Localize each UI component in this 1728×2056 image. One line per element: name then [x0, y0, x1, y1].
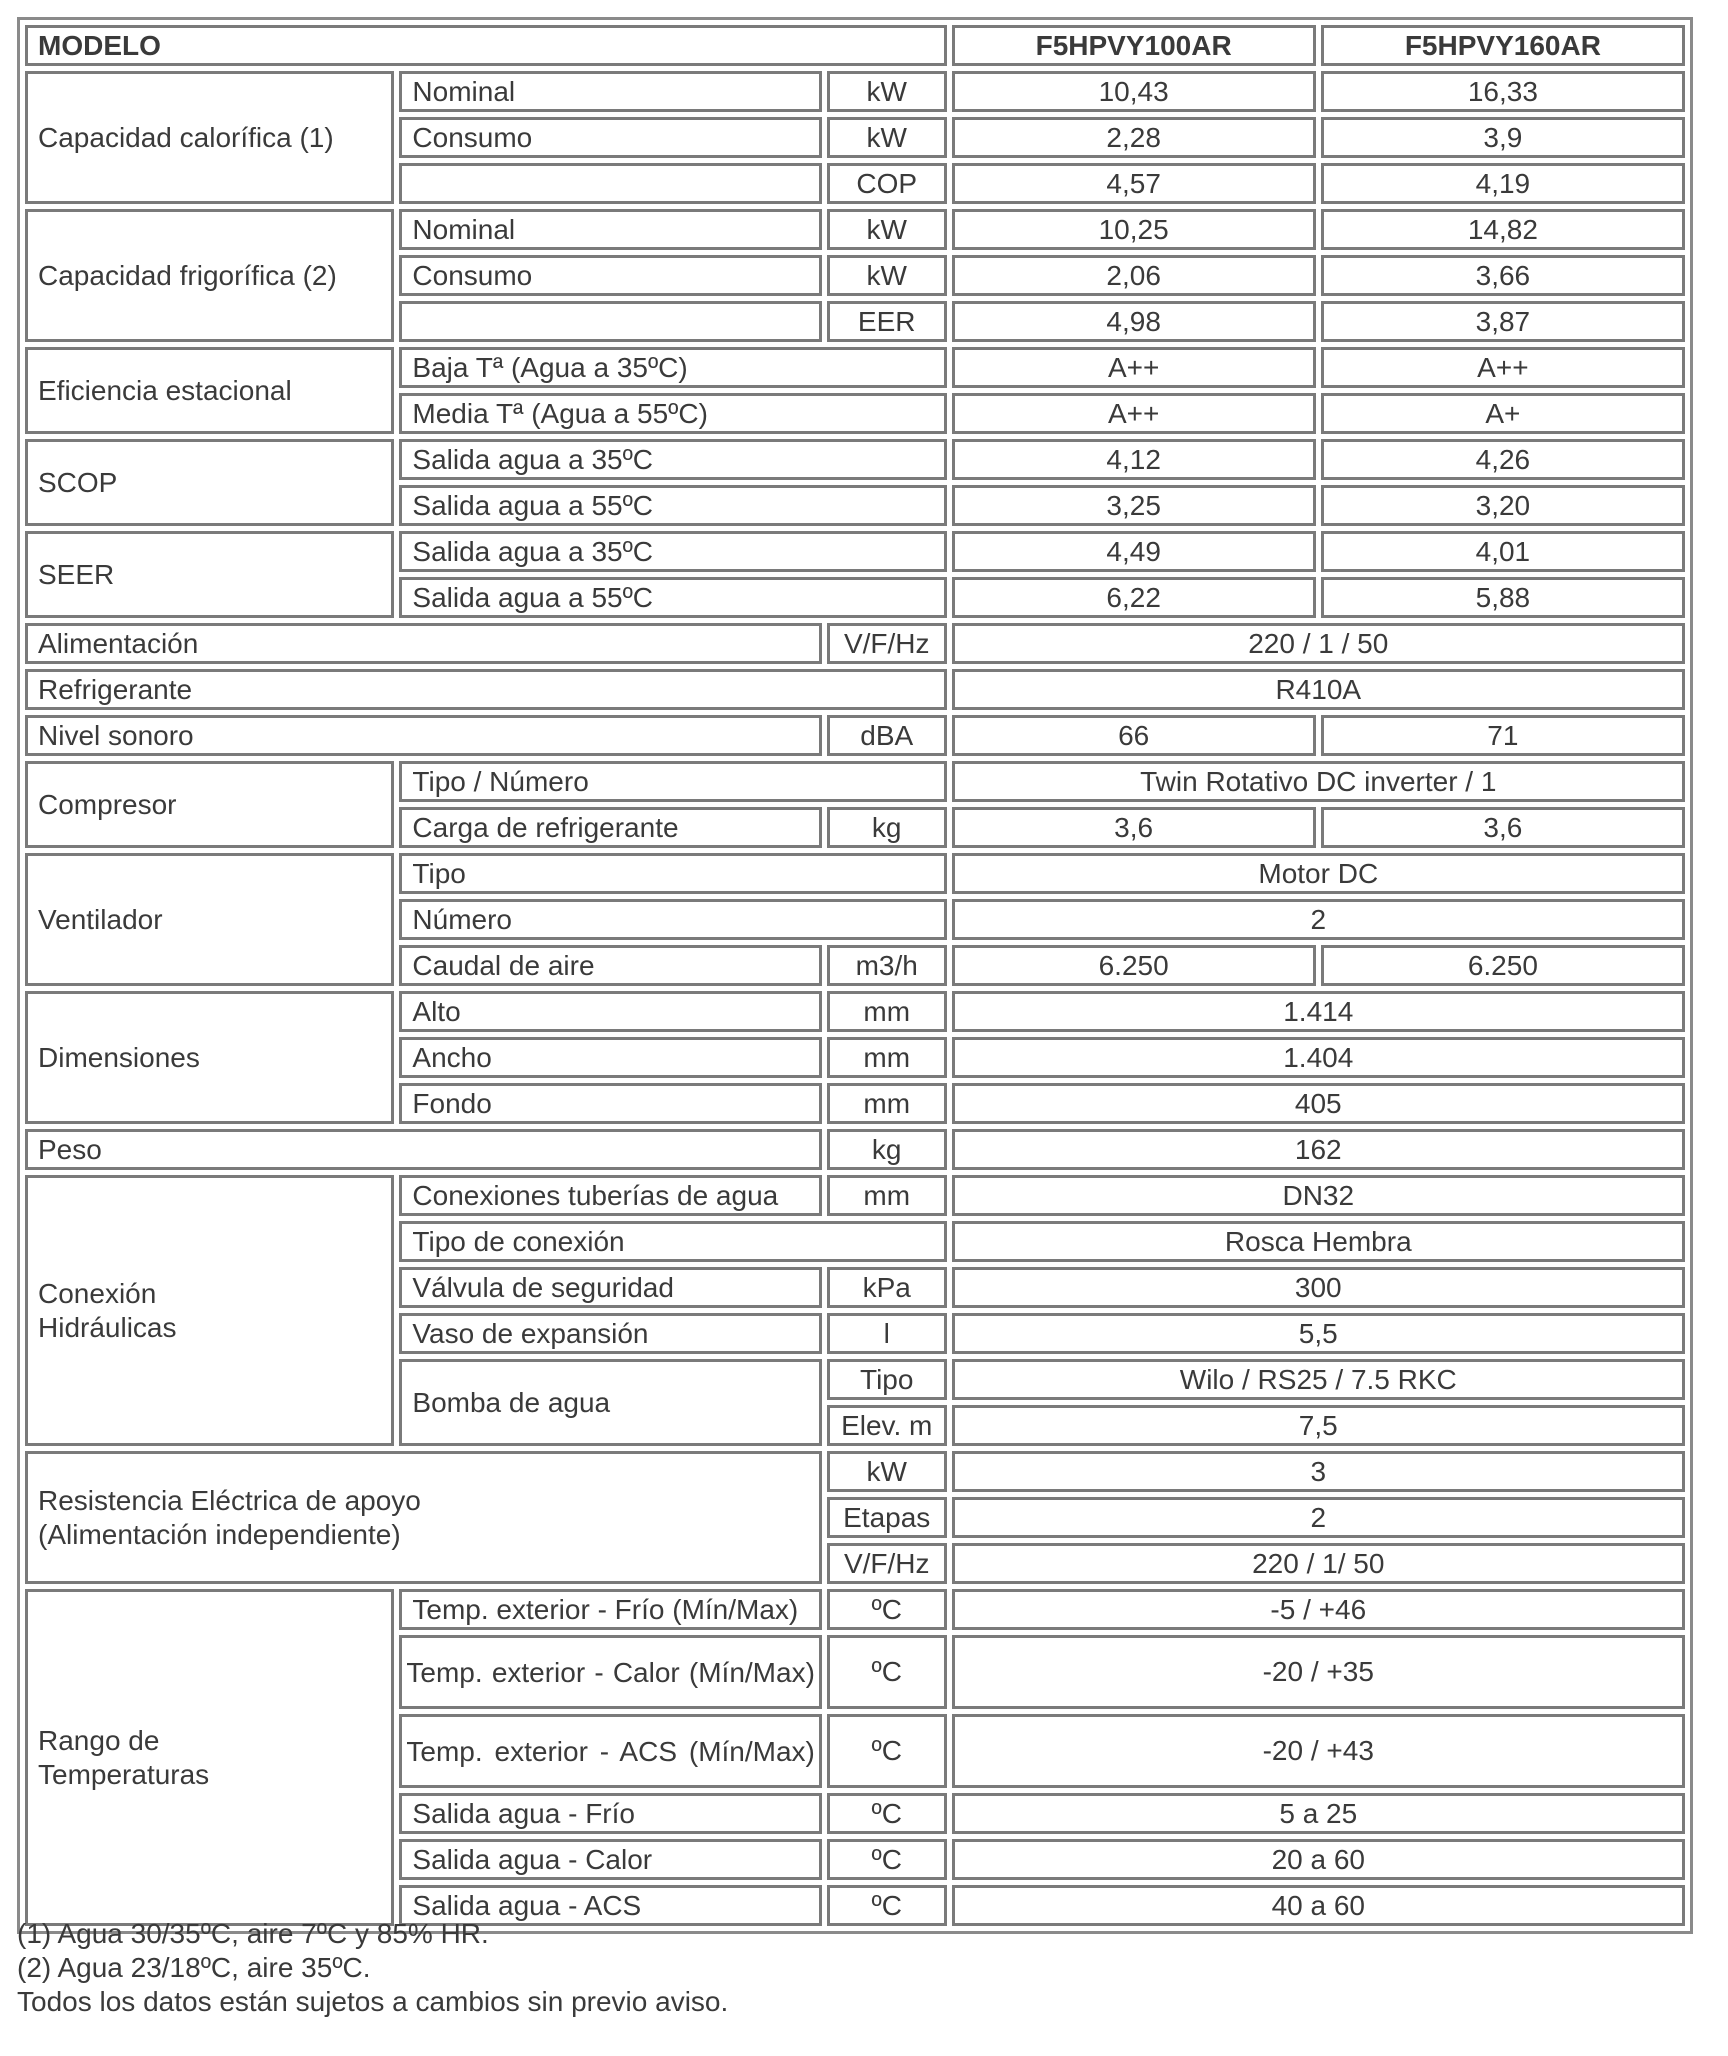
unit-cell: kPa [827, 1267, 947, 1308]
row-label: Baja Tª (Agua a 35ºC) [399, 347, 946, 388]
value-cell: 4,57 [952, 163, 1316, 204]
unit-cell: kg [827, 807, 947, 848]
row-label: Peso [25, 1129, 822, 1170]
model-2-header: F5HPVY160AR [1321, 25, 1685, 66]
value-cell: 6.250 [952, 945, 1316, 986]
row-label: Alto [399, 991, 821, 1032]
row-label: Temp. exterior - ACS (Mín/Max) [399, 1714, 821, 1788]
unit-cell: V/F/Hz [827, 1543, 947, 1584]
row-label: Conexiones tuberías de agua [399, 1175, 821, 1216]
value-cell: 4,49 [952, 531, 1316, 572]
unit-cell: ºC [827, 1635, 947, 1709]
group-label [25, 1451, 822, 1584]
disclaimer: Todos los datos están sujetos a cambios sin previo aviso. [17, 1986, 729, 2017]
unit-cell: kW [827, 209, 947, 250]
value-cell: A++ [952, 347, 1316, 388]
unit-cell: mm [827, 1175, 947, 1216]
group-label: SCOP [25, 439, 394, 526]
table-row [25, 715, 1685, 756]
value-cell: Rosca Hembra [952, 1221, 1685, 1262]
row-label: Nominal [399, 209, 821, 250]
unit-cell: Elev. m [827, 1405, 947, 1446]
group-label-line: Rango de [38, 1724, 160, 1756]
value-cell: 1.414 [952, 991, 1685, 1032]
value-cell: 3,6 [952, 807, 1316, 848]
footnote-1: (1) Agua 30/35ºC, aire 7ºC y 85% HR. [17, 1918, 489, 1949]
row-label: Salida agua a 35ºC [399, 439, 946, 480]
group-label [25, 1589, 394, 1926]
table-row [25, 439, 1685, 480]
footnote-2: (2) Agua 23/18ºC, aire 35ºC. [17, 1952, 371, 1983]
value-cell: 2,28 [952, 117, 1316, 158]
row-label: Ancho [399, 1037, 821, 1078]
row-label: Bomba de agua [399, 1359, 821, 1446]
unit-cell: V/F/Hz [827, 623, 947, 664]
unit-cell: Etapas [827, 1497, 947, 1538]
table-row [25, 1589, 1685, 1630]
row-label: Tipo de conexión [399, 1221, 946, 1262]
value-cell: 20 a 60 [952, 1839, 1685, 1880]
row-label: Nominal [399, 71, 821, 112]
value-cell: A++ [1321, 347, 1685, 388]
value-cell: A+ [1321, 393, 1685, 434]
unit-cell: ºC [827, 1839, 947, 1880]
header-row [25, 25, 1685, 66]
value-cell: 3,87 [1321, 301, 1685, 342]
unit-cell: mm [827, 991, 947, 1032]
value-cell: 2 [952, 899, 1685, 940]
group-label-line: Resistencia Eléctrica de apoyo [38, 1484, 421, 1516]
table-row [25, 71, 1685, 112]
value-cell: 6.250 [1321, 945, 1685, 986]
spec-table [17, 17, 1693, 1934]
row-label: Nivel sonoro [25, 715, 822, 756]
value-cell: 2,06 [952, 255, 1316, 296]
group-label: SEER [25, 531, 394, 618]
footnotes [17, 1917, 728, 2019]
row-label: Media Tª (Agua a 55ºC) [399, 393, 946, 434]
value-cell: 10,43 [952, 71, 1316, 112]
value-cell: -20 / +35 [952, 1635, 1685, 1709]
group-label-line: Temperaturas [38, 1758, 210, 1790]
row-label [399, 301, 821, 342]
value-cell: 66 [952, 715, 1316, 756]
row-label: Carga de refrigerante [399, 807, 821, 848]
value-cell: A++ [952, 393, 1316, 434]
table-row [25, 669, 1685, 710]
unit-cell: ºC [827, 1714, 947, 1788]
table-row [25, 347, 1685, 388]
table-row [25, 761, 1685, 802]
unit-cell: ºC [827, 1589, 947, 1630]
value-cell: 2 [952, 1497, 1685, 1538]
row-label: Vaso de expansión [399, 1313, 821, 1354]
table-row [25, 623, 1685, 664]
group-label-line: (Alimentación independiente) [38, 1518, 401, 1550]
value-cell: 4,98 [952, 301, 1316, 342]
unit-cell: kW [827, 117, 947, 158]
table-row [25, 209, 1685, 250]
row-label: Tipo / Número [399, 761, 946, 802]
unit-cell: COP [827, 163, 947, 204]
value-cell: 3,6 [1321, 807, 1685, 848]
value-cell: 4,01 [1321, 531, 1685, 572]
group-label [25, 1175, 394, 1446]
value-cell: 6,22 [952, 577, 1316, 618]
group-label-line: Conexión [38, 1277, 157, 1309]
row-label: Temp. exterior - Calor (Mín/Max) [399, 1635, 821, 1709]
value-cell: 5 a 25 [952, 1793, 1685, 1834]
unit-cell: m3/h [827, 945, 947, 986]
unit-cell: kW [827, 255, 947, 296]
row-label: Fondo [399, 1083, 821, 1124]
value-cell: 5,5 [952, 1313, 1685, 1354]
unit-cell: ºC [827, 1885, 947, 1926]
value-cell: Motor DC [952, 853, 1685, 894]
value-cell: 220 / 1 / 50 [952, 623, 1685, 664]
value-cell: 3 [952, 1451, 1685, 1492]
row-label: Caudal de aire [399, 945, 821, 986]
value-cell: 3,9 [1321, 117, 1685, 158]
row-label: Válvula de seguridad [399, 1267, 821, 1308]
value-cell: 162 [952, 1129, 1685, 1170]
unit-cell: kg [827, 1129, 947, 1170]
group-label: Dimensiones [25, 991, 394, 1124]
row-label: Salida agua - Calor [399, 1839, 821, 1880]
row-label: Salida agua a 35ºC [399, 531, 946, 572]
value-cell: DN32 [952, 1175, 1685, 1216]
value-cell: Twin Rotativo DC inverter / 1 [952, 761, 1685, 802]
value-cell: 14,82 [1321, 209, 1685, 250]
unit-cell: dBA [827, 715, 947, 756]
table-row [25, 531, 1685, 572]
row-label [399, 163, 821, 204]
unit-cell: mm [827, 1083, 947, 1124]
table-row [25, 853, 1685, 894]
unit-cell: l [827, 1313, 947, 1354]
row-label: Número [399, 899, 946, 940]
row-label: Temp. exterior - Frío (Mín/Max) [399, 1589, 821, 1630]
value-cell: 3,66 [1321, 255, 1685, 296]
value-cell: 40 a 60 [952, 1885, 1685, 1926]
unit-cell: mm [827, 1037, 947, 1078]
value-cell: 5,88 [1321, 577, 1685, 618]
value-cell: 10,25 [952, 209, 1316, 250]
value-cell: 1.404 [952, 1037, 1685, 1078]
value-cell: -20 / +43 [952, 1714, 1685, 1788]
table-row [25, 1451, 1685, 1492]
value-cell: 300 [952, 1267, 1685, 1308]
row-label: Consumo [399, 117, 821, 158]
unit-cell: kW [827, 1451, 947, 1492]
value-cell: -5 / +46 [952, 1589, 1685, 1630]
row-label: Salida agua - ACS [399, 1885, 821, 1926]
unit-cell: Tipo [827, 1359, 947, 1400]
value-cell: 71 [1321, 715, 1685, 756]
model-1-header: F5HPVY100AR [952, 25, 1316, 66]
row-label: Salida agua a 55ºC [399, 485, 946, 526]
value-cell: 405 [952, 1083, 1685, 1124]
value-cell: 220 / 1/ 50 [952, 1543, 1685, 1584]
table-row [25, 1129, 1685, 1170]
row-label: Tipo [399, 853, 946, 894]
table-row [25, 1175, 1685, 1216]
row-label: Refrigerante [25, 669, 947, 710]
value-cell: 3,20 [1321, 485, 1685, 526]
unit-cell: kW [827, 71, 947, 112]
group-label: Compresor [25, 761, 394, 848]
row-label: Salida agua - Frío [399, 1793, 821, 1834]
row-label: Alimentación [25, 623, 822, 664]
group-label: Eficiencia estacional [25, 347, 394, 434]
value-cell: 4,12 [952, 439, 1316, 480]
value-cell: 7,5 [952, 1405, 1685, 1446]
value-cell: 16,33 [1321, 71, 1685, 112]
value-cell: 4,26 [1321, 439, 1685, 480]
group-label-line: Hidráulicas [38, 1311, 177, 1343]
modelo-label: MODELO [25, 25, 947, 66]
group-label: Capacidad calorífica (1) [25, 71, 394, 204]
unit-cell: EER [827, 301, 947, 342]
value-cell: 3,25 [952, 485, 1316, 526]
group-label: Capacidad frigorífica (2) [25, 209, 394, 342]
group-label: Ventilador [25, 853, 394, 986]
unit-cell: ºC [827, 1793, 947, 1834]
value-cell: 4,19 [1321, 163, 1685, 204]
value-cell: R410A [952, 669, 1685, 710]
row-label: Consumo [399, 255, 821, 296]
value-cell: Wilo / RS25 / 7.5 RKC [952, 1359, 1685, 1400]
row-label: Salida agua a 55ºC [399, 577, 946, 618]
table-row [25, 991, 1685, 1032]
